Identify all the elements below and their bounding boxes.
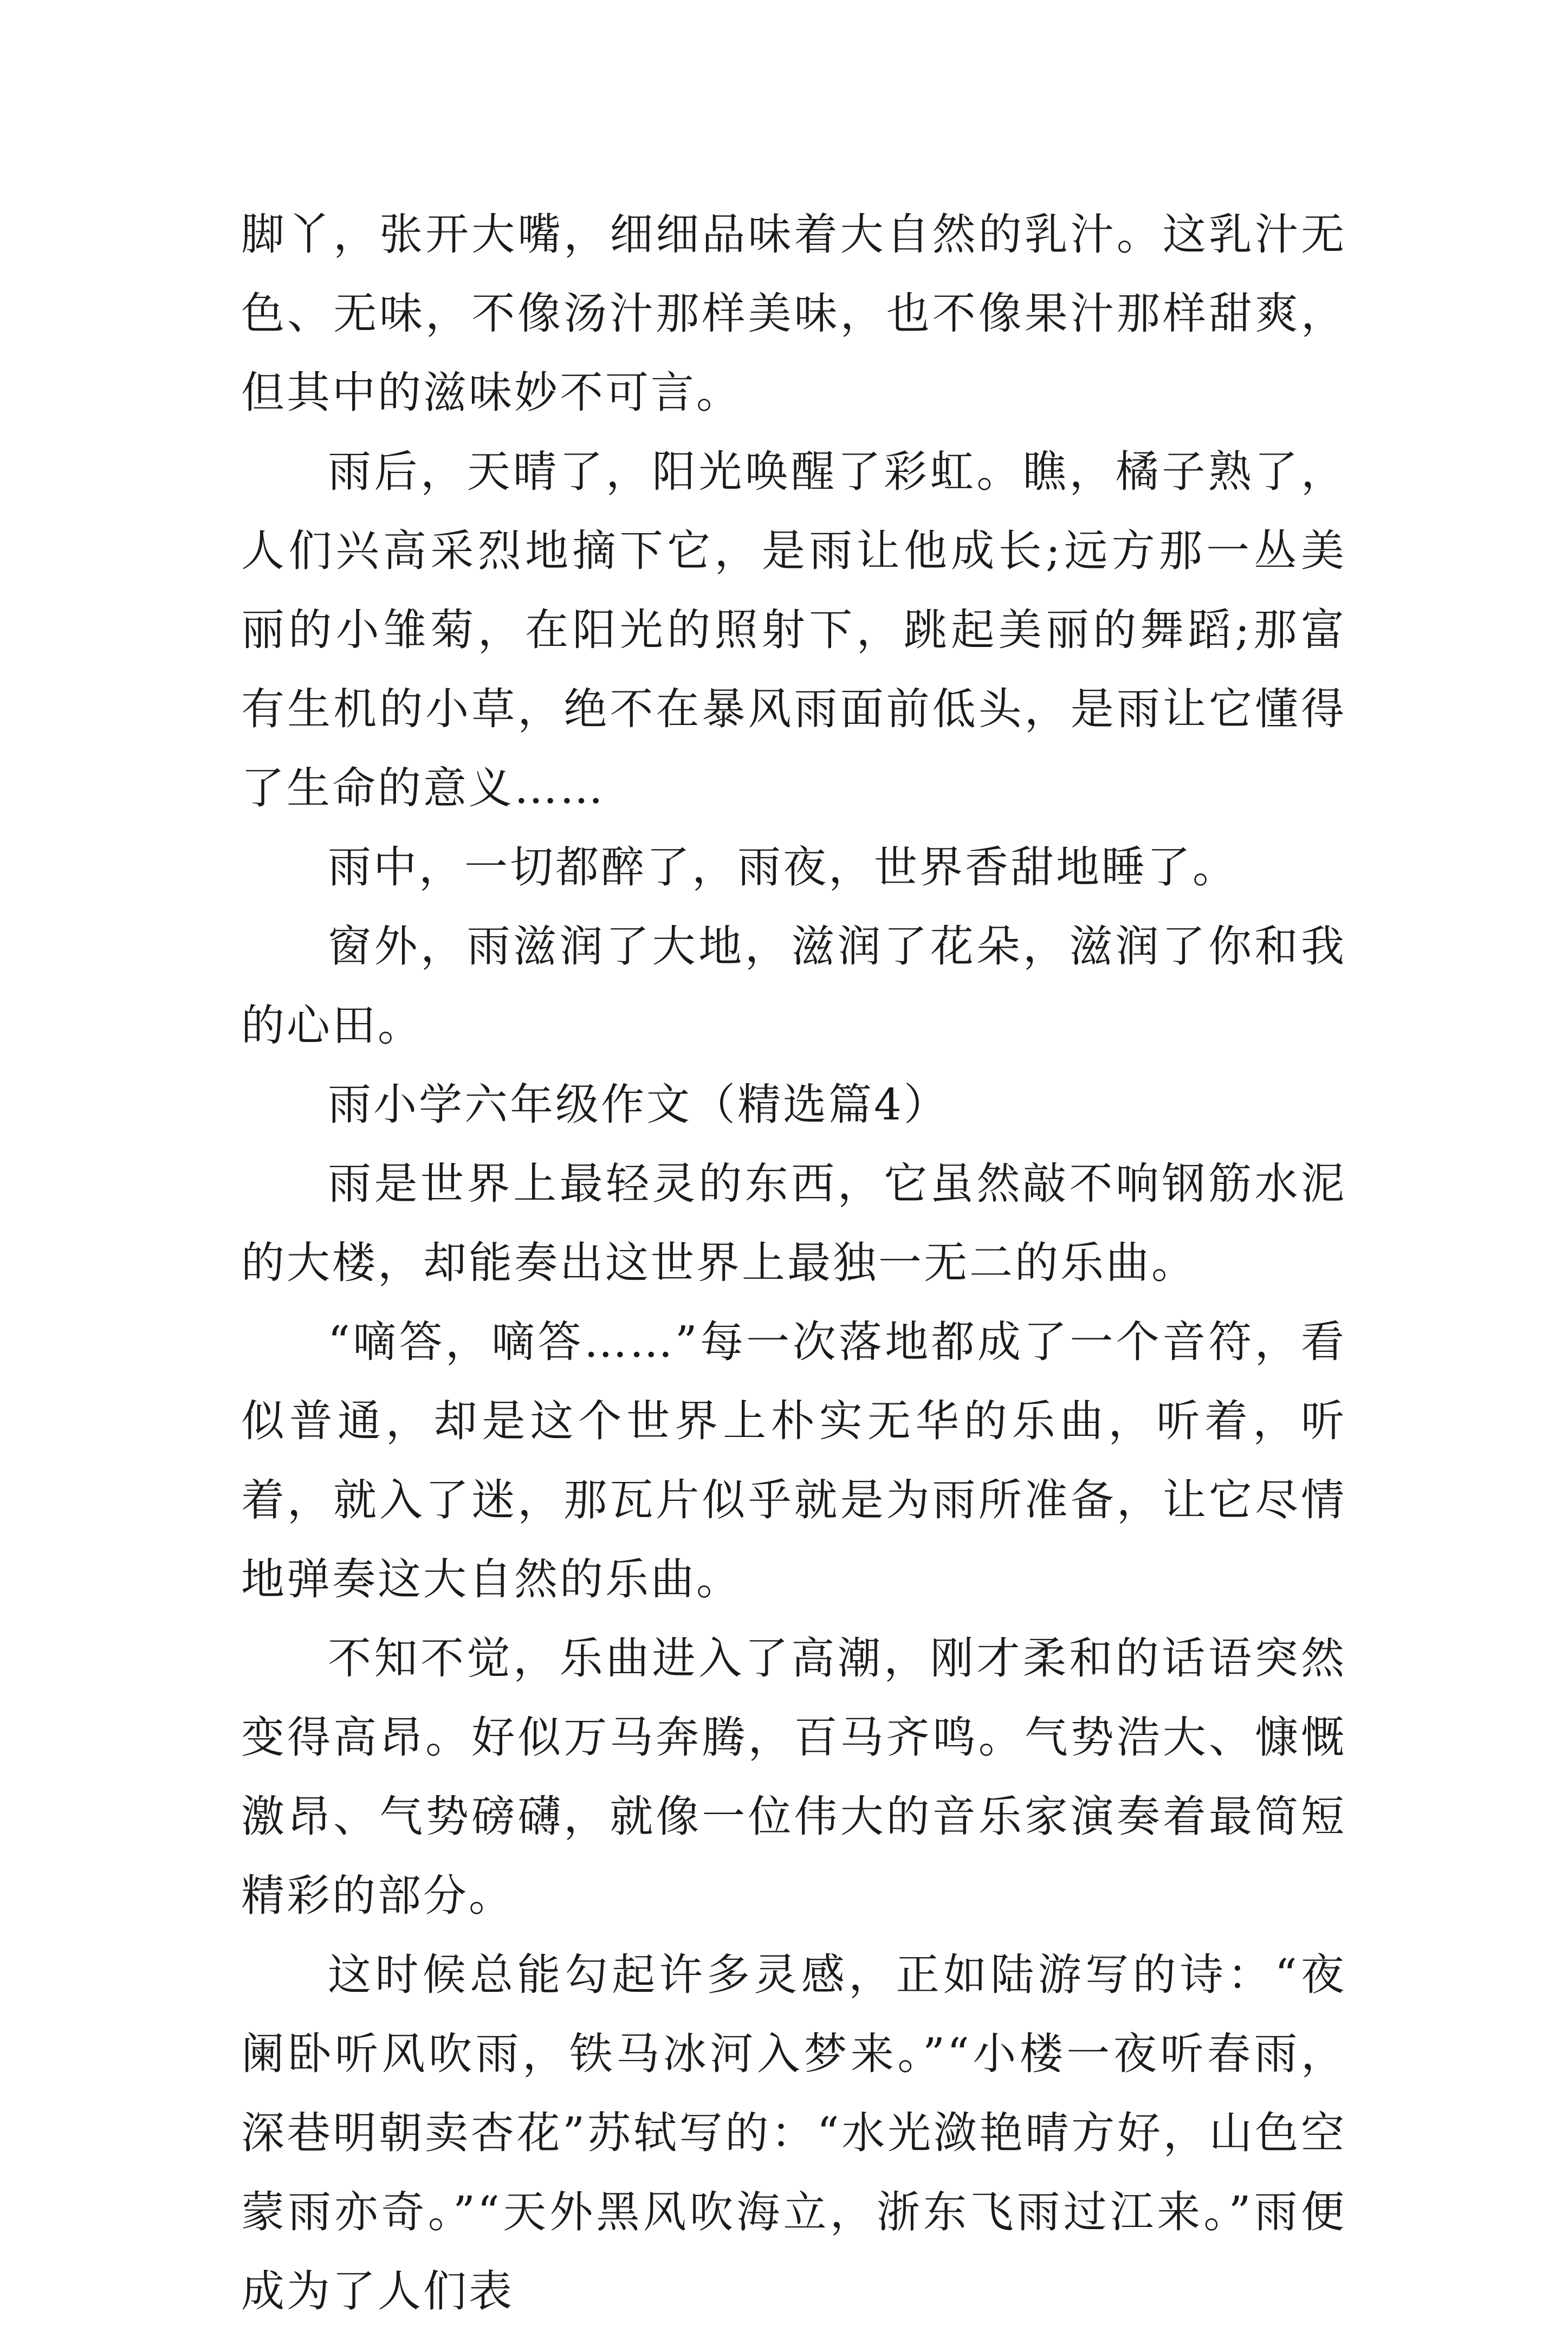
body-text xyxy=(241,195,1346,2331)
paragraph-window: 窗外，雨滋润了大地，滋润了花朵，滋润了你和我的心田。 xyxy=(241,921,1346,1051)
paragraph-after-rain: 雨后，天晴了，阳光唤醒了彩虹。瞧，橘子熟了，人们兴高采烈地摘下它，是雨让他成长;远方那一丛美丽的小雏菊，在阳光的照射下，跳起美丽的舞蹈;那富有生机的小草，绝不在暴风雨面前低头，是雨让它懂得了生命的意义…… xyxy=(241,446,1346,813)
section-heading: 雨小学六年级作文（精选篇4） xyxy=(328,1079,949,1130)
paragraph-rain-night: 雨中，一切都醉了，雨夜，世界香甜地睡了。 xyxy=(328,842,1238,892)
paragraph-lightest-thing: 雨是世界上最轻灵的东西，它虽然敲不响钢筋水泥的大楼，却能奏出这世界上最独一无二的乐曲。 xyxy=(241,1158,1346,1288)
paragraph-poems: 这时候总能勾起许多灵感，正如陆游写的诗：“夜阑卧听风吹雨，铁马冰河入梦来。”“小楼一夜听春雨，深巷明朝卖杏花”苏轼写的：“水光潋艳晴方好，山色空蒙雨亦奇。”“天外黑风吹海立，浙东飞雨过江来。”雨便成为了人们表 xyxy=(241,1950,1346,2316)
paragraph-dripping-sound: “嘀答，嘀答……”每一次落地都成了一个音符，看似普通，却是这个世界上朴实无华的乐曲，听着，听着，就入了迷，那瓦片似乎就是为雨所准备，让它尽情地弹奏这大自然的乐曲。 xyxy=(241,1317,1346,1604)
paragraph-continued: 脚丫，张开大嘴，细细品味着大自然的乳汁。这乳汁无色、无味，不像汤汁那样美味，也不像果汁那样甜爽，但其中的滋味妙不可言。 xyxy=(241,209,1346,418)
paragraph-climax: 不知不觉，乐曲进入了高潮，刚才柔和的话语突然变得高昂。好似万马奔腾，百马齐鸣。气势浩大、慷慨激昂、气势磅礴，就像一位伟大的音乐家演奏着最简短精彩的部分。 xyxy=(241,1633,1346,1921)
